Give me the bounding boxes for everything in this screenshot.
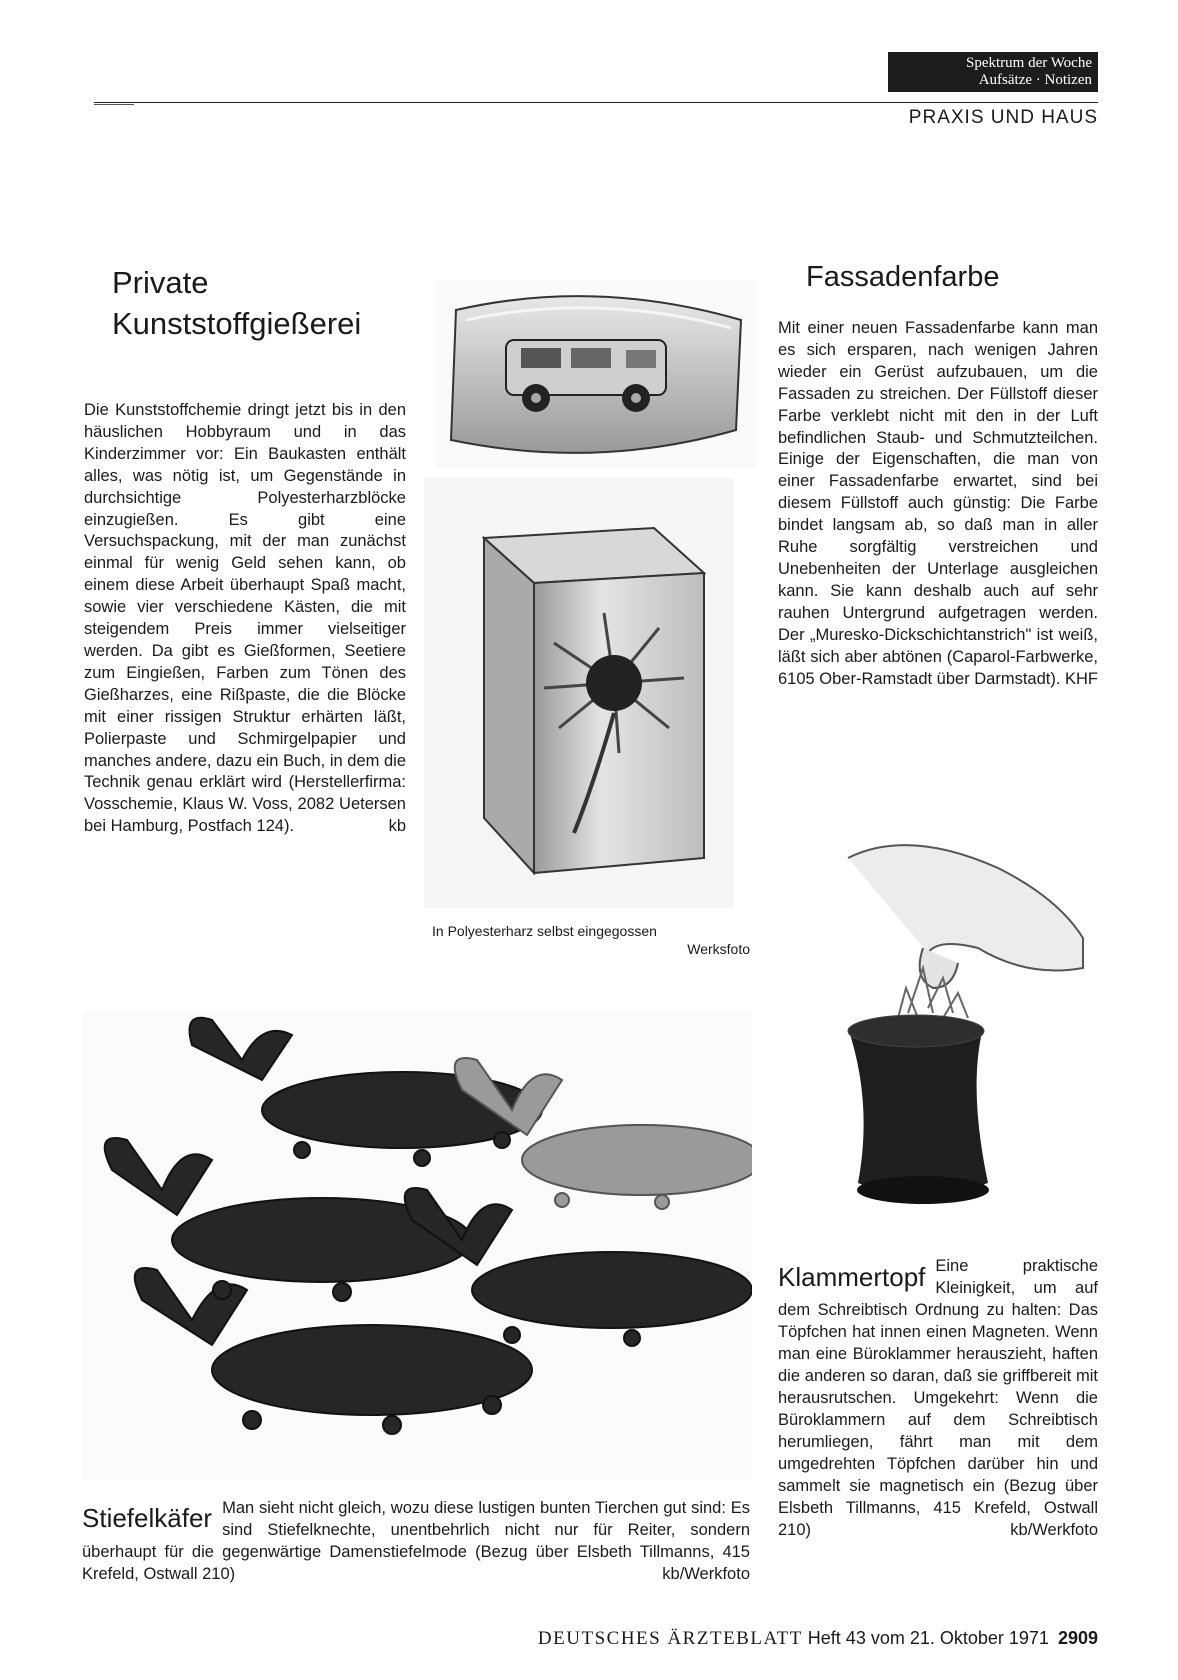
header-rule-stub — [94, 104, 134, 105]
title-line-2: Kunststoffgießerei — [112, 306, 362, 341]
header-rule — [94, 102, 1098, 103]
caption-credit: Werksfoto — [687, 941, 750, 957]
photo-beetle-bootjacks — [82, 1010, 752, 1480]
section-badge — [888, 52, 1098, 92]
article-klammertopf — [778, 1255, 1098, 1541]
badge-line-2: Aufsätze · Notizen — [978, 72, 1092, 88]
caption-text: In Polyesterharz selbst eingegossen — [432, 923, 657, 939]
photo-caption-resin — [432, 922, 750, 958]
photo-clip-pot — [828, 828, 1098, 1228]
article-head-stiefelkaefer: Stiefelkäfer — [82, 1503, 213, 1533]
article-title-fassadenfarbe: Fassadenfarbe — [806, 261, 1000, 293]
article-body-fassadenfarbe — [778, 318, 1098, 690]
title-line-1: Private — [112, 265, 209, 300]
body-text: Man sieht nicht gleich, wozu diese lustigen bunten Tierchen gut sind: Es sind Stiefelknechte, unentbehrlich nicht nur für Reiter, sondern überhaupt für die gegenwärtige Damenstiefelmode (Bezug über Elsbeth Tillmanns, 415 Krefeld, Ostwall 210) — [82, 1499, 750, 1583]
signature: kb/Werkfoto — [662, 1565, 750, 1583]
badge-line-1: Spektrum der Woche — [966, 55, 1092, 71]
page-footer — [445, 1628, 1098, 1650]
article-title-kunststoff — [112, 262, 432, 344]
body-text: Die Kunststoffchemie dringt jetzt bis in den häuslichen Hobbyraum und in das Kinderzimmer vor: Ein Baukasten enthält alles, was nötig ist, um Gegenstände in durchsichtige Polyesterharzblöcke einzugießen. Es gibt eine Versuchspackung, mit der man zunächst einmal für wenig Geld sehen kann, ob einem diese Arbeit überhaupt Spaß macht, sowie vier verschiedene Kästen, die mit steigendem Preis immer vielseitiger werden. Da gibt es Gießformen, Seetiere zum Eingießen, Farben zum Tönen des Gießharzes, eine Rißpaste, die die Blöcke mit einer rissigen Struktur erhärten läßt, Polierpaste und Schmirgelpapier und manches andere, dazu ein Buch, in dem die Technik genau erklärt wird (Herstellerfirma: Vosschemie, Klaus W. Voss, 2082 Uetersen bei Hamburg, Postfach 124). — [84, 401, 406, 836]
signature: kb — [388, 817, 406, 836]
magazine-name: DEUTSCHES ÄRZTEBLATT — [537, 1628, 803, 1649]
signature: KHF — [1065, 669, 1098, 688]
body-text: Mit einer neuen Fassadenfarbe kann man es sich ersparen, nach wenigen Jahren wieder ein Gerüst aufzubauen, um die Fassaden zu streichen. Der Füllstoff dieser Farbe verklebt nicht mit den in der Luft befindlichen Staub- und Schmutzteilchen. Einige der Eigenschaften, die man von einer Fassadenfarbe erwartet, sind bei diesem Füllstoff auch günstig: Die Farbe bindet langsam ab, so daß man in aller Ruhe sorgfältig verstreichen und Unebenheiten der Unterlage ausgleichen kann. Sie kann deshalb auch auf sehr rauhen Untergrund aufgetragen werden. Der „Muresko-Dickschichtanstrich" ist weiß, läßt sich aber abtönen (Caparol-Farbwerke, 6105 Ober-Ramstadt über Darmstadt). — [778, 319, 1098, 688]
photo-resin-flower — [424, 478, 734, 908]
page-number: 2909 — [1057, 1628, 1098, 1648]
issue-info: Heft 43 vom 21. Oktober 1971 — [807, 1628, 1049, 1648]
section-label: PRAXIS UND HAUS — [908, 107, 1098, 128]
photo-resin-car — [436, 280, 756, 468]
signature: kb/Werkfoto — [1010, 1521, 1098, 1539]
article-head-klammertopf: Klammertopf — [778, 1262, 926, 1292]
article-body-kunststoff — [84, 400, 406, 838]
article-stiefelkaefer — [82, 1497, 750, 1585]
body-text: Eine praktische Kleinigkeit, um auf dem Schreibtisch Ordnung zu halten: Das Töpfchen hat innen einen Magneten. Wenn man eine Büroklammer herauszieht, haften die anderen so daran, daß sie griffbereit mit herausrutschen. Umgekehrt: Wenn die Büroklammern auf dem Schreibtisch herumliegen, fährt man mit dem umgedrehten Töpfchen darüber hin und sammelt sie magnetisch ein (Bezug über Elsbeth Tillmanns, 415 Krefeld, Ostwall 210) — [778, 1257, 1098, 1539]
